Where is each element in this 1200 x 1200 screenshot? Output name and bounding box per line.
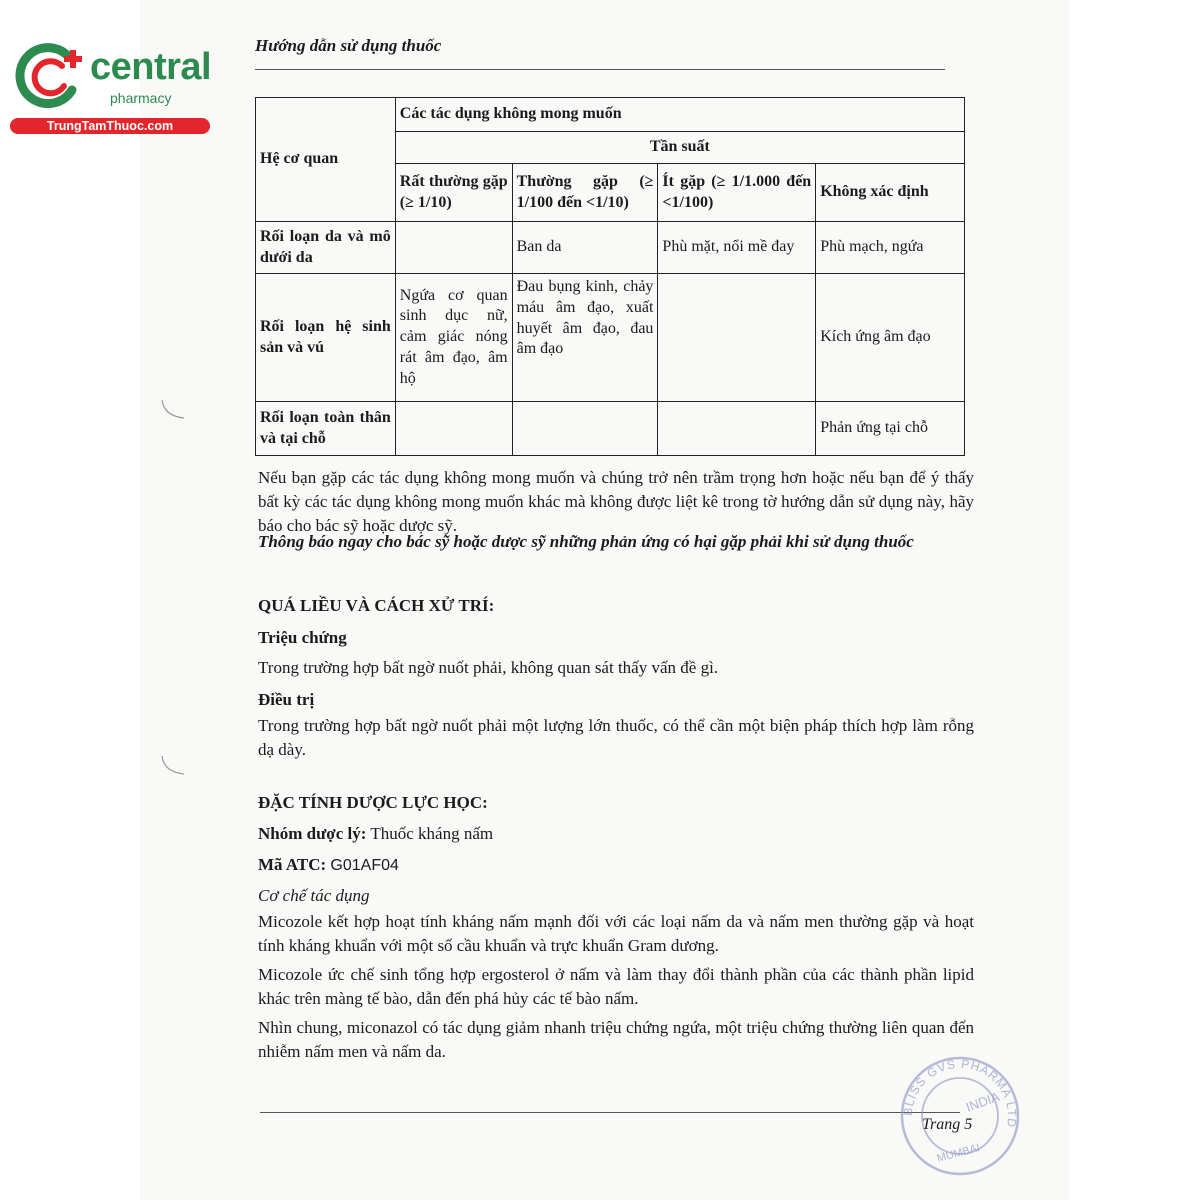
stamp-center-text: INDIA: [963, 1088, 1002, 1115]
pharmacodynamics-heading: ĐẶC TÍNH DƯỢC LỰC HỌC:: [258, 793, 488, 812]
table-row: [256, 222, 965, 274]
table-cell: Đau bụng kinh, chảy máu âm đạo, xuất huyết âm đạo, đau âm đạo: [512, 274, 658, 402]
mechanism-paragraph: Micozole ức chế sinh tổng hợp ergosterol ở nấm và làm thay đổi thành phần của các thành phần lipid khác trên màng tế bào, dẫn đến phá hủy các tế bào nấm.: [258, 965, 974, 1008]
document-header-title: Hướng dẫn sử dụng thuốc: [255, 36, 442, 55]
row-system: Rối loạn hệ sinh sản và vú: [256, 274, 396, 402]
page-number: Trang 5: [922, 1116, 973, 1133]
mechanism-heading: Cơ chế tác dụng: [258, 886, 370, 905]
mechanism-paragraph: Micozole kết hợp hoạt tính kháng nấm mạnh đối với các loại nấm da và nấm men thường gặp và hoạt tính kháng khuẩn với một số cầu khuẩn và trực khuẩn Gram dương.: [258, 912, 974, 955]
mechanism-paragraph: Nhìn chung, miconazol có tác dụng giảm nhanh triệu chứng ngứa, một triệu chứng thường liên quan đến nhiễm nấm men và nấm da.: [258, 1018, 974, 1061]
table-cell: [512, 402, 658, 456]
group-value: Thuốc kháng nấm: [370, 824, 494, 843]
punch-hole-mark: [158, 396, 188, 426]
table-cell: Phản ứng tại chỗ: [816, 402, 965, 456]
stamp-ring-text: BLISS GVS PHARMA LTD: [900, 1056, 1020, 1129]
pharmacological-group: [258, 822, 974, 846]
table-cell: [658, 402, 816, 456]
atc-label: Mã ATC:: [258, 855, 327, 874]
overdose-heading: QUÁ LIỀU VÀ CÁCH XỬ TRÍ:: [258, 596, 495, 615]
treatment-heading: Điều trị: [258, 690, 315, 709]
header-organ-system: Hệ cơ quan: [256, 98, 396, 222]
table-cell: [395, 222, 512, 274]
header-adverse-effects: Các tác dụng không mong muốn: [395, 98, 964, 132]
central-pharmacy-logo[interactable]: [10, 38, 220, 138]
table-row: [256, 402, 965, 456]
table-cell: Ngứa cơ quan sinh dục nữ, cảm giác nóng rát âm đạo, âm hộ: [395, 274, 512, 402]
report-note: Nếu bạn gặp các tác dụng không mong muốn và chúng trở nên trầm trọng hơn hoặc nếu bạn để ý thấy bất kỳ các tác dụng không mong muốn khác mà không được liệt kê trong tờ hướng dẫn sử dụng này, hãy báo cho bác sỹ hoặc dược sỹ.: [258, 468, 974, 535]
atc-code: [258, 853, 974, 878]
row-system: Rối loạn toàn thân và tại chỗ: [256, 402, 396, 456]
atc-value: G01AF04: [330, 857, 399, 874]
header-frequency: Tần suất: [395, 132, 964, 164]
row-system: Rối loạn da và mô dưới da: [256, 222, 396, 274]
header-very-common: Rất thường gặp (≥ 1/10): [395, 164, 512, 222]
group-label: Nhóm dược lý:: [258, 824, 367, 843]
header-divider: [255, 69, 945, 70]
symptoms-heading: Triệu chứng: [258, 628, 347, 647]
table-row: [256, 274, 965, 402]
symptoms-text: Trong trường hợp bất ngờ nuốt phải, không quan sát thấy vấn đề gì.: [258, 658, 719, 677]
footer-divider: [260, 1112, 960, 1113]
table-cell: Phù mạch, ngứa: [816, 222, 965, 274]
header-common: Thường gặp (≥ 1/100 đến <1/10): [512, 164, 658, 222]
table-cell: Kích ứng âm đạo: [816, 274, 965, 402]
table-cell: Ban da: [512, 222, 658, 274]
punch-hole-mark: [158, 752, 188, 782]
table-cell: [395, 402, 512, 456]
brand-subname: pharmacy: [110, 90, 172, 106]
brand-website[interactable]: TrungTamThuoc.com: [10, 118, 210, 134]
header-unknown: Không xác định: [816, 164, 965, 222]
adverse-effects-table: [255, 97, 965, 456]
report-warning: Thông báo ngay cho bác sỹ hoặc dược sỹ những phản ứng có hại gặp phải khi sử dụng thuốc: [258, 532, 914, 551]
header-uncommon: Ít gặp (≥ 1/1.000 đến <1/100): [658, 164, 816, 222]
brand-name: central: [90, 46, 212, 88]
table-cell: [658, 274, 816, 402]
table-cell: Phù mặt, nổi mề đay: [658, 222, 816, 274]
stamp-city-text: MUMBAI: [935, 1141, 982, 1165]
treatment-text: Trong trường hợp bất ngờ nuốt phải một lượng lớn thuốc, có thể cần một biện pháp thích hợp làm rỗng dạ dày.: [258, 716, 974, 759]
central-logo-icon: [10, 38, 90, 118]
